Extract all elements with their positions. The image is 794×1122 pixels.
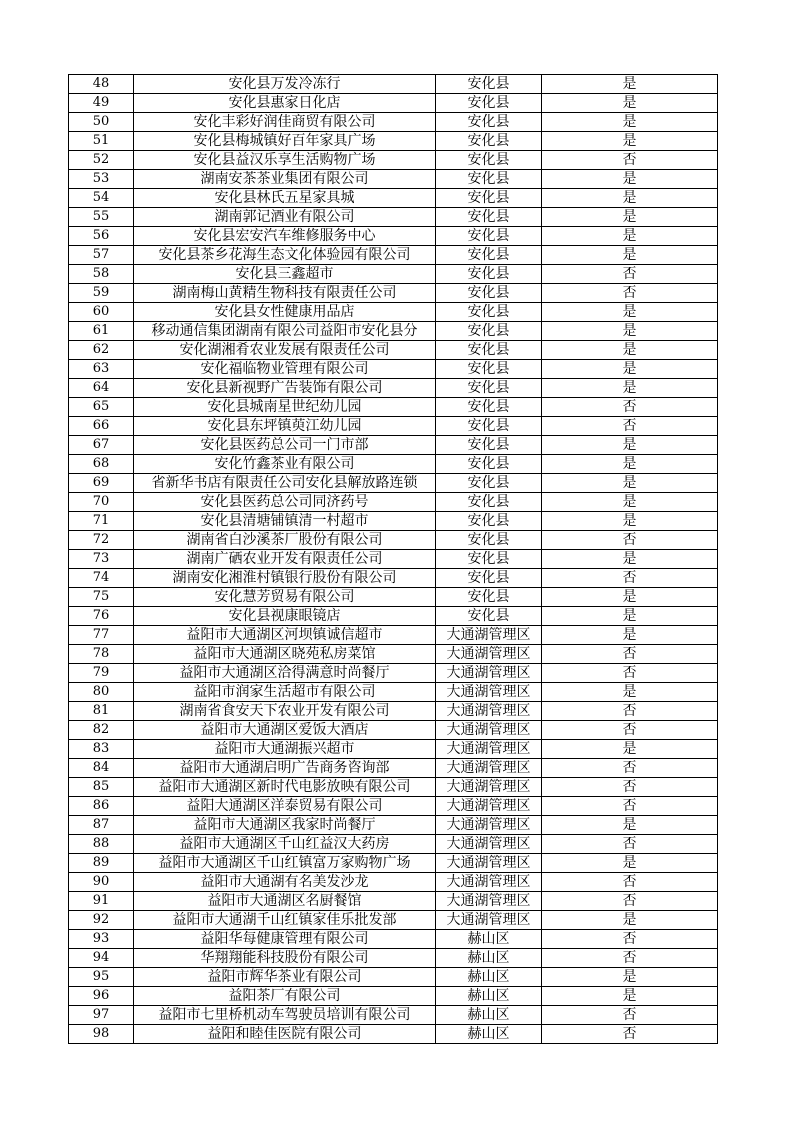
company-name: 益阳市大通湖区千山红益汉大药房 [134,835,436,854]
row-number: 81 [69,702,134,721]
status-flag: 是 [542,911,718,930]
table-row [69,854,718,873]
district: 安化县 [436,151,542,170]
table-row [69,512,718,531]
row-number: 65 [69,398,134,417]
table-row [69,1006,718,1025]
company-name: 湖南郭记酒业有限公司 [134,208,436,227]
company-name: 益阳市大通湖启明广告商务咨询部 [134,759,436,778]
district: 大通湖管理区 [436,759,542,778]
row-number: 49 [69,94,134,113]
status-flag: 否 [542,892,718,911]
table-row [69,626,718,645]
district: 安化县 [436,75,542,94]
row-number: 80 [69,683,134,702]
row-number: 77 [69,626,134,645]
table-row [69,550,718,569]
company-name: 省新华书店有限责任公司安化县解放路连锁 [134,474,436,493]
table-row [69,151,718,170]
row-number: 64 [69,379,134,398]
company-name: 益阳市大通湖振兴超市 [134,740,436,759]
row-number: 96 [69,987,134,1006]
row-number: 72 [69,531,134,550]
company-name: 益阳大通湖区洋泰贸易有限公司 [134,797,436,816]
company-name: 安化竹鑫茶业有限公司 [134,455,436,474]
table-row [69,645,718,664]
table-row [69,531,718,550]
district: 赫山区 [436,968,542,987]
table-row [69,227,718,246]
row-number: 63 [69,360,134,379]
company-name: 益阳市润家生活超市有限公司 [134,683,436,702]
status-flag: 是 [542,740,718,759]
district: 安化县 [436,284,542,303]
row-number: 94 [69,949,134,968]
district: 安化县 [436,227,542,246]
district: 大通湖管理区 [436,873,542,892]
status-flag: 是 [542,360,718,379]
row-number: 90 [69,873,134,892]
table-row [69,94,718,113]
row-number: 87 [69,816,134,835]
status-flag: 是 [542,113,718,132]
district: 大通湖管理区 [436,854,542,873]
status-flag: 是 [542,493,718,512]
row-number: 48 [69,75,134,94]
table-row [69,816,718,835]
table-row [69,797,718,816]
status-flag: 否 [542,151,718,170]
table-row [69,474,718,493]
table-row [69,968,718,987]
company-name: 安化县城南星世纪幼儿园 [134,398,436,417]
row-number: 85 [69,778,134,797]
district: 赫山区 [436,949,542,968]
row-number: 66 [69,417,134,436]
row-number: 89 [69,854,134,873]
district: 安化县 [436,398,542,417]
status-flag: 否 [542,835,718,854]
company-name: 益阳华每健康管理有限公司 [134,930,436,949]
district: 安化县 [436,436,542,455]
row-number: 62 [69,341,134,360]
status-flag: 否 [542,949,718,968]
district: 安化县 [436,303,542,322]
company-name: 安化县视康眼镜店 [134,607,436,626]
district: 安化县 [436,113,542,132]
table-row [69,113,718,132]
table-row [69,398,718,417]
table-row [69,322,718,341]
status-flag: 否 [542,930,718,949]
company-name: 湖南安茶茶业集团有限公司 [134,170,436,189]
row-number: 73 [69,550,134,569]
row-number: 92 [69,911,134,930]
table-row [69,721,718,740]
company-name: 安化县医药总公司一门市部 [134,436,436,455]
row-number: 91 [69,892,134,911]
company-name: 安化县梅城镇好百年家具广场 [134,132,436,151]
table-row [69,303,718,322]
row-number: 76 [69,607,134,626]
status-flag: 是 [542,94,718,113]
company-name: 益阳市大通湖千山红镇家佳乐批发部 [134,911,436,930]
district: 赫山区 [436,930,542,949]
district: 大通湖管理区 [436,721,542,740]
table-body [69,75,718,1044]
row-number: 52 [69,151,134,170]
row-number: 97 [69,1006,134,1025]
table-row [69,417,718,436]
table-row [69,1025,718,1044]
status-flag: 是 [542,436,718,455]
row-number: 67 [69,436,134,455]
company-name: 安化福临物业管理有限公司 [134,360,436,379]
status-flag: 是 [542,626,718,645]
status-flag: 是 [542,474,718,493]
district: 安化县 [436,607,542,626]
row-number: 83 [69,740,134,759]
row-number: 71 [69,512,134,531]
table-row [69,930,718,949]
company-name: 安化湖湘肴农业发展有限责任公司 [134,341,436,360]
status-flag: 否 [542,702,718,721]
status-flag: 是 [542,683,718,702]
company-name: 湖南梅山黄精生物科技有限责任公司 [134,284,436,303]
table-row [69,265,718,284]
status-flag: 否 [542,531,718,550]
table-row [69,607,718,626]
status-flag: 是 [542,227,718,246]
row-number: 82 [69,721,134,740]
district: 安化县 [436,379,542,398]
company-name: 安化县万发冷冻行 [134,75,436,94]
company-name: 益阳市辉华茶业有限公司 [134,968,436,987]
row-number: 88 [69,835,134,854]
status-flag: 否 [542,265,718,284]
district: 安化县 [436,189,542,208]
district: 大通湖管理区 [436,892,542,911]
district: 安化县 [436,246,542,265]
status-flag: 是 [542,512,718,531]
status-flag: 是 [542,854,718,873]
table-row [69,208,718,227]
status-flag: 是 [542,75,718,94]
status-flag: 是 [542,379,718,398]
status-flag: 是 [542,132,718,151]
row-number: 86 [69,797,134,816]
company-name: 安化县东坪镇萸江幼儿园 [134,417,436,436]
status-flag: 是 [542,588,718,607]
company-name: 安化慧芳贸易有限公司 [134,588,436,607]
company-name: 益阳市大通湖区爱饭大酒店 [134,721,436,740]
row-number: 55 [69,208,134,227]
status-flag: 是 [542,208,718,227]
table-row [69,892,718,911]
district: 安化县 [436,512,542,531]
row-number: 95 [69,968,134,987]
company-name: 益阳和睦佳医院有限公司 [134,1025,436,1044]
table-row [69,702,718,721]
row-number: 74 [69,569,134,588]
company-name: 益阳市大通湖区晓苑私房菜馆 [134,645,436,664]
district: 大通湖管理区 [436,645,542,664]
row-number: 50 [69,113,134,132]
table-row [69,569,718,588]
row-number: 58 [69,265,134,284]
district: 安化县 [436,588,542,607]
company-name: 益阳茶厂有限公司 [134,987,436,1006]
status-flag: 否 [542,398,718,417]
row-number: 93 [69,930,134,949]
district: 安化县 [436,360,542,379]
status-flag: 否 [542,645,718,664]
district: 大通湖管理区 [436,626,542,645]
district: 大通湖管理区 [436,664,542,683]
table-row [69,379,718,398]
status-flag: 否 [542,873,718,892]
row-number: 84 [69,759,134,778]
company-name: 华翔翔能科技股份有限公司 [134,949,436,968]
district: 安化县 [436,170,542,189]
status-flag: 是 [542,607,718,626]
row-number: 53 [69,170,134,189]
row-number: 51 [69,132,134,151]
company-name: 安化县医药总公司同济药号 [134,493,436,512]
company-name: 益阳市大通湖区洽得满意时尚餐厅 [134,664,436,683]
company-name: 安化县三鑫超市 [134,265,436,284]
status-flag: 是 [542,987,718,1006]
district: 安化县 [436,569,542,588]
row-number: 57 [69,246,134,265]
enterprise-table [68,74,718,1044]
district: 大通湖管理区 [436,835,542,854]
table-row [69,759,718,778]
district: 大通湖管理区 [436,816,542,835]
district: 大通湖管理区 [436,740,542,759]
status-flag: 否 [542,778,718,797]
status-flag: 否 [542,1025,718,1044]
district: 安化县 [436,417,542,436]
district: 安化县 [436,94,542,113]
table-row [69,683,718,702]
status-flag: 是 [542,816,718,835]
district: 安化县 [436,322,542,341]
row-number: 79 [69,664,134,683]
company-name: 益阳市大通湖区河坝镇诚信超市 [134,626,436,645]
status-flag: 否 [542,417,718,436]
district: 安化县 [436,265,542,284]
table-row [69,75,718,94]
status-flag: 否 [542,721,718,740]
district: 大通湖管理区 [436,702,542,721]
company-name: 益阳市大通湖区新时代电影放映有限公司 [134,778,436,797]
table-row [69,132,718,151]
company-name: 湖南省食安天下农业开发有限公司 [134,702,436,721]
row-number: 75 [69,588,134,607]
company-name: 安化县林氏五星家具城 [134,189,436,208]
row-number: 54 [69,189,134,208]
company-name: 益阳市大通湖有名美发沙龙 [134,873,436,892]
district: 大通湖管理区 [436,797,542,816]
row-number: 78 [69,645,134,664]
status-flag: 否 [542,284,718,303]
district: 大通湖管理区 [436,683,542,702]
status-flag: 是 [542,322,718,341]
row-number: 70 [69,493,134,512]
district: 安化县 [436,493,542,512]
company-name: 安化县益汉乐享生活购物广场 [134,151,436,170]
row-number: 56 [69,227,134,246]
company-name: 安化县女性健康用品店 [134,303,436,322]
district: 安化县 [436,474,542,493]
district: 安化县 [436,341,542,360]
company-name: 益阳市大通湖区千山红镇富万家购物广场 [134,854,436,873]
row-number: 61 [69,322,134,341]
table-row [69,778,718,797]
table-row [69,341,718,360]
district: 安化县 [436,132,542,151]
district: 赫山区 [436,987,542,1006]
company-name: 安化县茶乡花海生态文化体验园有限公司 [134,246,436,265]
status-flag: 是 [542,303,718,322]
table-row [69,246,718,265]
status-flag: 是 [542,341,718,360]
table-row [69,987,718,1006]
table-row [69,740,718,759]
table-row [69,911,718,930]
status-flag: 否 [542,664,718,683]
table-row [69,284,718,303]
row-number: 60 [69,303,134,322]
company-name: 安化县宏安汽车维修服务中心 [134,227,436,246]
status-flag: 是 [542,189,718,208]
row-number: 98 [69,1025,134,1044]
company-name: 湖南安化湘淮村镇银行股份有限公司 [134,569,436,588]
table-row [69,455,718,474]
district: 安化县 [436,208,542,227]
table-row [69,588,718,607]
status-flag: 是 [542,550,718,569]
company-name: 安化县惠家日化店 [134,94,436,113]
row-number: 69 [69,474,134,493]
status-flag: 否 [542,1006,718,1025]
table-row [69,835,718,854]
table-row [69,664,718,683]
table-row [69,170,718,189]
company-name: 移动通信集团湖南有限公司益阳市安化县分 [134,322,436,341]
table-row [69,189,718,208]
status-flag: 否 [542,569,718,588]
company-name: 安化县清塘铺镇清一村超市 [134,512,436,531]
status-flag: 是 [542,246,718,265]
row-number: 59 [69,284,134,303]
row-number: 68 [69,455,134,474]
district: 安化县 [436,550,542,569]
status-flag: 是 [542,968,718,987]
district: 安化县 [436,455,542,474]
district: 大通湖管理区 [436,911,542,930]
table-row [69,360,718,379]
status-flag: 否 [542,797,718,816]
table-row [69,873,718,892]
table-row [69,949,718,968]
company-name: 安化丰彩好润佳商贸有限公司 [134,113,436,132]
district: 赫山区 [436,1006,542,1025]
company-name: 益阳市七里桥机动车驾驶员培训有限公司 [134,1006,436,1025]
table-row [69,436,718,455]
company-name: 益阳市大通湖区我家时尚餐厅 [134,816,436,835]
company-name: 湖南省白沙溪茶厂股份有限公司 [134,531,436,550]
company-name: 益阳市大通湖区名厨餐馆 [134,892,436,911]
district: 安化县 [436,531,542,550]
district: 大通湖管理区 [436,778,542,797]
district: 赫山区 [436,1025,542,1044]
status-flag: 否 [542,759,718,778]
status-flag: 是 [542,170,718,189]
status-flag: 是 [542,455,718,474]
company-name: 湖南广硒农业开发有限责任公司 [134,550,436,569]
company-name: 安化县新视野广告装饰有限公司 [134,379,436,398]
table-row [69,493,718,512]
